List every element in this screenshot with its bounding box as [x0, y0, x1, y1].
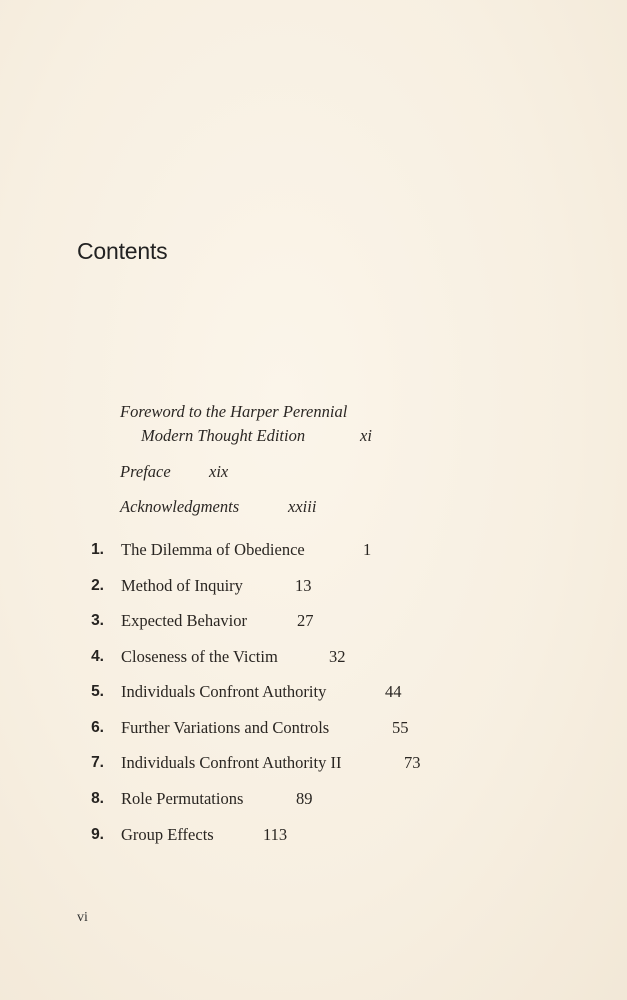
chapter-title: The Dilemma of Obedience [121, 540, 305, 559]
contents-heading: Contents [77, 238, 168, 264]
chapter-page: 55 [392, 718, 409, 737]
chapter-title: Further Variations and Controls [121, 718, 330, 737]
chapter-page: 27 [297, 611, 314, 630]
chapter-number: 6. [91, 719, 104, 736]
chapter-number: 1. [91, 541, 104, 558]
chapter-title: Method of Inquiry [121, 576, 243, 595]
chapter-number: 8. [91, 790, 104, 807]
chapter-number: 3. [91, 612, 104, 629]
chapter-title: Group Effects [121, 825, 214, 844]
acknowledgments-page: xxiii [288, 497, 317, 516]
foreword-page: xi [360, 426, 372, 445]
chapter-number: 2. [91, 577, 104, 594]
chapter-number: 9. [91, 826, 104, 843]
chapter-title: Individuals Confront Authority II [121, 753, 342, 772]
chapter-number: 5. [91, 683, 104, 700]
chapter-page: 113 [263, 825, 288, 844]
foreword-line2: Modern Thought Edition [141, 426, 306, 445]
preface-title: Preface [120, 462, 171, 481]
chapter-page: 32 [329, 647, 346, 666]
chapter-number: 4. [91, 648, 104, 665]
chapter-title: Expected Behavior [121, 611, 247, 630]
chapter-page: 13 [295, 576, 312, 595]
chapter-page: 73 [404, 753, 421, 772]
page-folio: vi [77, 910, 88, 925]
chapter-page: 44 [385, 682, 402, 701]
foreword-line1: Foreword to the Harper Perennial [120, 402, 348, 421]
acknowledgments-title: Acknowledgments [120, 497, 240, 516]
chapter-title: Closeness of the Victim [121, 647, 278, 666]
chapter-page: 89 [296, 789, 313, 808]
preface-page: xix [209, 462, 229, 481]
chapter-title: Role Permutations [121, 789, 244, 808]
chapter-page: 1 [363, 540, 372, 559]
chapter-title: Individuals Confront Authority [121, 682, 327, 701]
chapter-number: 7. [91, 754, 104, 771]
